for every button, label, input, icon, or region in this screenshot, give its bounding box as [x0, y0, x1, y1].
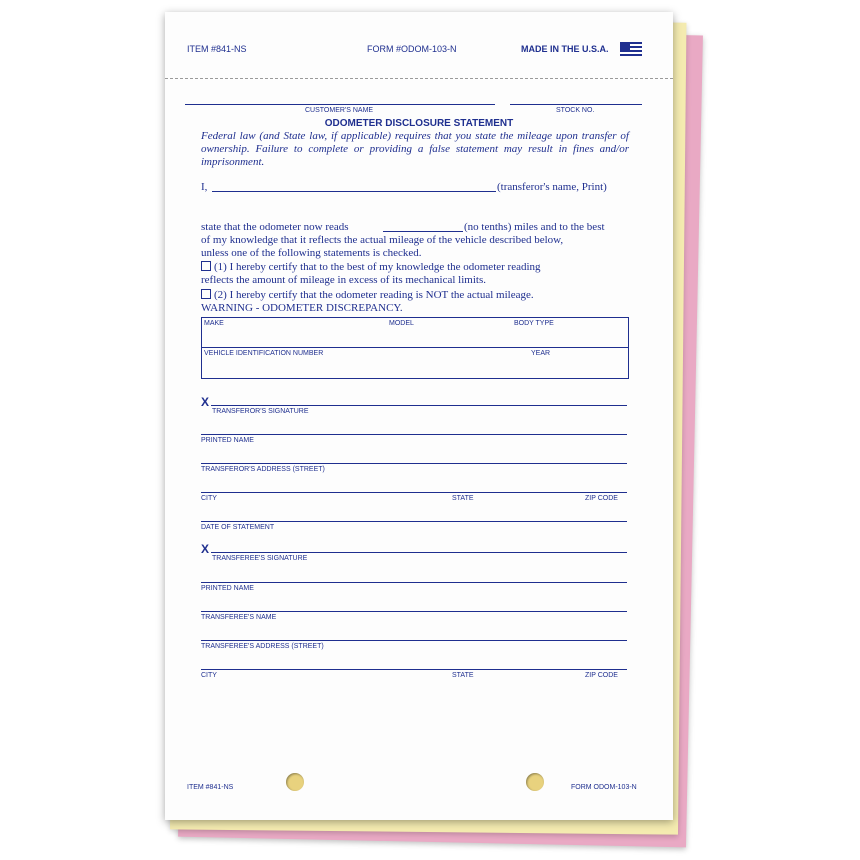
odometer-reading-field[interactable]: [383, 231, 463, 232]
transferee-city-state-zip-field[interactable]: [201, 669, 627, 670]
footer-item-number: ITEM #841-NS: [187, 784, 234, 791]
reads-text: state that the odometer now reads: [201, 221, 349, 233]
stock-no-label: STOCK NO.: [556, 107, 595, 114]
body-type-label: BODY TYPE: [514, 320, 554, 327]
customer-name-label: CUSTOMER'S NAME: [305, 107, 374, 114]
perforation-line: [165, 78, 673, 79]
us-flag-icon: [620, 42, 642, 56]
transferee-printed-name-field[interactable]: [201, 582, 627, 583]
model-label: MODEL: [389, 320, 414, 327]
transferee-signature-label: TRANSFEREE'S SIGNATURE: [212, 555, 308, 562]
option-1-checkbox[interactable]: [201, 261, 211, 271]
transferor-print-label: (transferor's name, Print): [497, 181, 607, 193]
date-of-statement-label: DATE OF STATEMENT: [201, 524, 275, 531]
make-label: MAKE: [204, 320, 224, 327]
transferor-state-label: STATE: [452, 495, 474, 502]
legal-intro: Federal law (and State law, if applicable) requires that you state the mileage upon transfer of ownership. Failure to complete or providing a false statement may result in fines and/or imprisonment.: [201, 130, 629, 168]
transferee-zip-label: ZIP CODE: [585, 672, 618, 679]
option-1-text-b: reflects the amount of mileage in excess of its mechanical limits.: [201, 274, 486, 286]
vehicle-info-box: [201, 317, 629, 379]
transferor-address-label: TRANSFEROR'S ADDRESS (STREET): [201, 466, 325, 473]
transferor-printed-name-field[interactable]: [201, 434, 627, 435]
knowledge-text: of my knowledge that it reflects the actual mileage of the vehicle described below,: [201, 234, 564, 246]
option-2-text-a: (2) I hereby certify that the odometer reading is NOT the actual mileage.: [214, 289, 534, 301]
transferor-x-mark: X: [201, 395, 210, 409]
transferee-signature-field[interactable]: [211, 552, 627, 553]
transferor-signature-field[interactable]: [211, 405, 627, 406]
i-prefix: I,: [201, 181, 208, 193]
transferor-city-label: CITY: [201, 495, 217, 502]
form-sheet: [165, 12, 673, 820]
made-in-usa-label: MADE IN THE U.S.A.: [521, 44, 609, 54]
no-tenths-text: (no tenths) miles and to the best: [464, 221, 605, 233]
header-form-number: FORM #ODOM-103-N: [367, 44, 457, 54]
vin-label: VEHICLE IDENTIFICATION NUMBER: [204, 350, 324, 357]
punch-hole-left: [286, 773, 304, 791]
year-label: YEAR: [531, 350, 551, 357]
option-2-text-b: WARNING - ODOMETER DISCREPANCY.: [201, 302, 403, 314]
transferee-state-label: STATE: [452, 672, 474, 679]
transferee-name-label: TRANSFEREE'S NAME: [201, 614, 277, 621]
unless-text: unless one of the following statements is checked.: [201, 247, 422, 259]
transferor-zip-label: ZIP CODE: [585, 495, 618, 502]
punch-hole-right: [526, 773, 544, 791]
option-1-text-a: (1) I hereby certify that to the best of my knowledge the odometer reading: [214, 261, 541, 273]
transferor-city-state-zip-field[interactable]: [201, 492, 627, 493]
option-2: [201, 289, 629, 315]
transferee-city-label: CITY: [201, 672, 217, 679]
transferor-signature-label: TRANSFEROR'S SIGNATURE: [212, 408, 309, 415]
date-of-statement-field[interactable]: [201, 521, 627, 522]
transferee-address-field[interactable]: [201, 640, 627, 641]
transferee-x-mark: X: [201, 542, 210, 556]
header-item-number: ITEM #841-NS: [187, 44, 247, 54]
transferor-address-field[interactable]: [201, 463, 627, 464]
form-title: ODOMETER DISCLOSURE STATEMENT: [324, 118, 514, 129]
transferor-name-field[interactable]: [212, 191, 496, 192]
transferor-printed-name-label: PRINTED NAME: [201, 437, 254, 444]
transferee-name-field[interactable]: [201, 611, 627, 612]
stock-no-field[interactable]: [510, 104, 642, 105]
transferee-address-label: TRANSFEREE'S ADDRESS (STREET): [201, 643, 324, 650]
footer-form-number: FORM ODOM-103-N: [571, 784, 637, 791]
option-2-checkbox[interactable]: [201, 289, 211, 299]
customer-name-field[interactable]: [185, 104, 495, 105]
transferee-printed-name-label: PRINTED NAME: [201, 585, 254, 592]
vehicle-box-divider: [202, 347, 628, 348]
option-1: [201, 261, 629, 287]
